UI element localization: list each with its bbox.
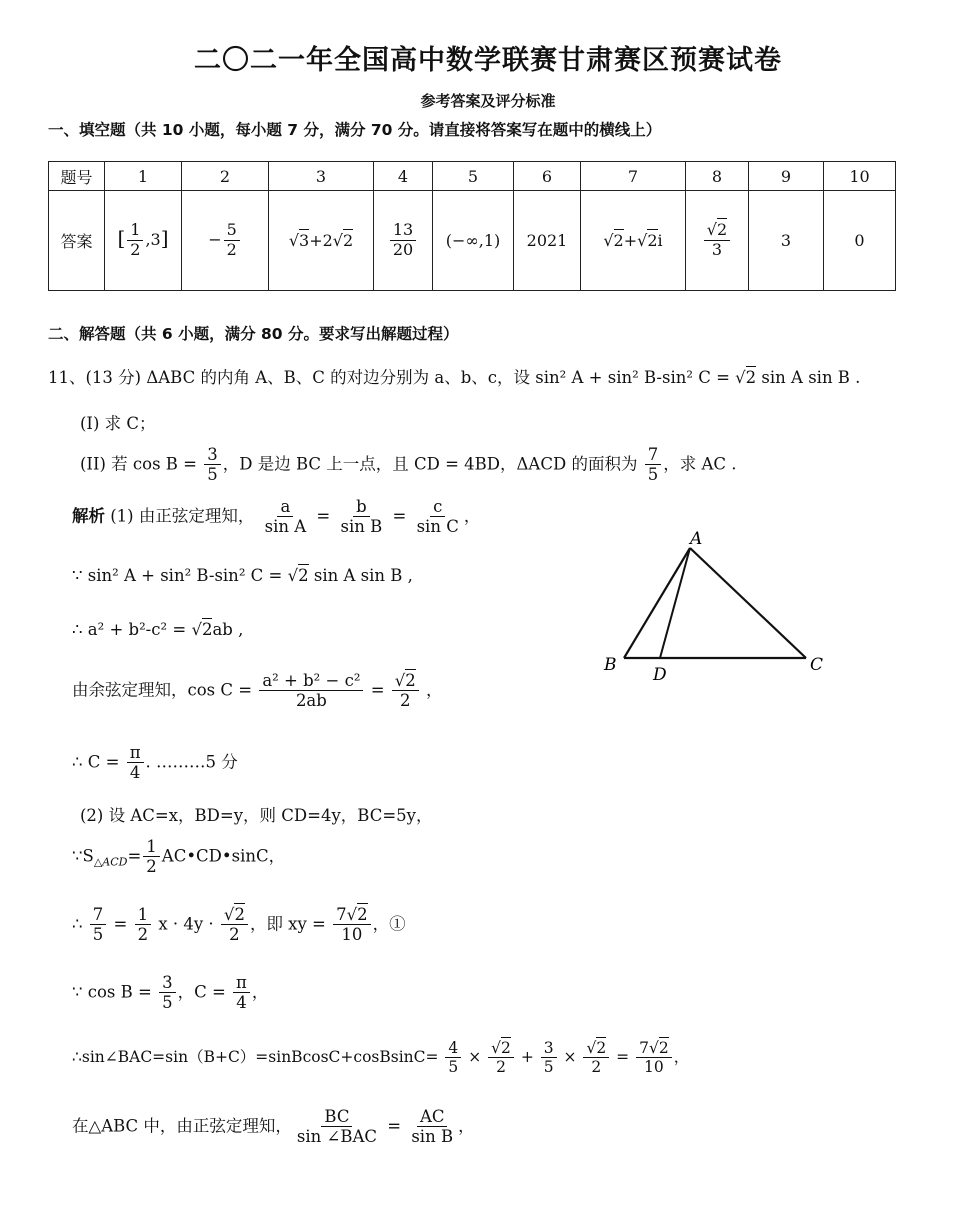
solution-text: = (611, 1047, 635, 1066)
bracket-open: [ (117, 226, 126, 250)
solution-text: (1) 由正弦定理知， (110, 506, 255, 526)
solution-line-7 (72, 838, 285, 876)
numerator: c (430, 498, 445, 517)
denominator: 2ab (295, 691, 327, 711)
answer-text: ,3 (145, 230, 161, 249)
solution-text: ， (673, 1047, 690, 1066)
numerator: 1 (127, 222, 143, 241)
denominator: 2 (591, 1058, 602, 1077)
denominator: 2 (130, 240, 141, 259)
table-cell (182, 191, 269, 291)
numerator: AC (417, 1108, 448, 1127)
q2-text: ，D 是边 BC 上一点，且 CD = 4BD，ΔACD 的面积为 (222, 454, 643, 474)
sqrt-icon: √ (735, 368, 746, 387)
problem-stem (48, 364, 860, 388)
denominator: 2 (496, 1058, 506, 1077)
fraction (338, 498, 386, 536)
fraction (392, 672, 419, 710)
denominator: sin C (416, 517, 459, 537)
solution-text: ，即 xy = (249, 914, 332, 934)
section1-heading: 一、填空题（共 10 小题，每小题 7 分，满分 70 分。请直接将答案写在题中的横线上） (48, 121, 662, 139)
sqrt-icon: √ (706, 220, 717, 240)
denominator: 2 (146, 857, 157, 877)
solution-text: + (515, 1047, 539, 1066)
sqrt-icon: √ (287, 566, 299, 585)
solution-text: × (463, 1047, 487, 1066)
denominator: 5 (162, 993, 173, 1013)
numerator (488, 1040, 514, 1058)
coefficient: 7 (336, 905, 347, 924)
fraction (445, 1040, 461, 1076)
fraction (90, 906, 107, 944)
solution-text: ∴ a² + b²-c² = (72, 620, 192, 639)
fraction (143, 838, 160, 876)
solution-line-5 (72, 744, 238, 782)
radicand: 2 (717, 220, 728, 240)
table-cell: 6 (514, 162, 581, 191)
numerator: BC (321, 1108, 352, 1127)
solution-text: ， (463, 506, 481, 526)
label-c: C (810, 655, 824, 675)
page-subtitle: 参考答案及评分标准 (420, 92, 556, 110)
solution-text: ∴sin∠BAC=sin（B+C）=sinBcosC+cosBsinC= (72, 1047, 444, 1066)
table-cell: 1 (105, 162, 182, 191)
numerator: a (277, 498, 293, 517)
fraction (488, 1040, 514, 1076)
denominator: sin A (264, 517, 307, 537)
radicand: 2 (658, 1039, 669, 1057)
solution-text: = (108, 914, 133, 934)
solution-text: ∵S (72, 846, 94, 866)
numerator: π (127, 744, 144, 763)
fraction (583, 1040, 609, 1076)
radicand: 2 (501, 1039, 511, 1057)
fraction (233, 974, 250, 1012)
denominator: sin B (411, 1127, 454, 1147)
fraction (262, 498, 310, 536)
denominator: 4 (129, 763, 141, 783)
table-cell (686, 191, 749, 291)
radicand: 2 (343, 231, 354, 250)
solution-line-11 (72, 1108, 475, 1146)
q2-text: (II) 若 cos B = (80, 454, 203, 474)
table-cell: 5 (433, 162, 514, 191)
solution-text: ab , (212, 620, 244, 639)
answer-text: + (623, 231, 638, 250)
answer-text: +2 (309, 231, 333, 250)
solution-text: . ………5 分 (145, 752, 238, 772)
denominator: 3 (711, 240, 723, 259)
solution-text: ∵ sin² A + sin² B-sin² C = (72, 566, 288, 585)
sqrt-icon: √ (648, 1039, 659, 1057)
table-cell: 答案 (49, 191, 105, 291)
table-cell: (−∞,1) (433, 191, 514, 291)
fraction (127, 222, 143, 259)
solution-text: × (558, 1047, 582, 1066)
solution-text: = (127, 846, 142, 866)
section2-heading: 二、解答题（共 6 小题，满分 80 分。要求写出解题过程） (48, 325, 459, 343)
fraction (390, 222, 416, 259)
solution-text: sin A sin B , (308, 566, 413, 585)
minus-sign: − (208, 230, 222, 249)
numerator: 1 (135, 906, 152, 925)
denominator: 5 (543, 1058, 554, 1077)
solution-line-1: 解析 (1) 由正弦定理知， $\frac{a}{\text{sin A}}$ = $\frac{b}{\text{sin B}}$ = $\frac{c}{\text{sin C}}$ ， (72, 497, 481, 537)
denominator: sin ∠BAC (296, 1127, 378, 1147)
table-cell: 10 (824, 162, 896, 191)
question-2 (80, 446, 736, 484)
sqrt-icon: √ (491, 1039, 502, 1057)
sqrt-icon: √ (637, 231, 648, 250)
table-cell: 3 (269, 162, 374, 191)
label-a: A (690, 529, 703, 549)
numerator (636, 1040, 672, 1058)
denominator: 20 (392, 240, 414, 259)
sqrt-icon: √ (223, 905, 235, 924)
radicand: 2 (596, 1039, 607, 1057)
solution-text: ∵ cos B = (72, 982, 158, 1002)
radicand: 2 (745, 368, 757, 387)
table-cell: 0 (824, 191, 896, 291)
numerator (583, 1040, 609, 1058)
numerator (704, 222, 730, 241)
solution-line-2 (72, 566, 413, 585)
denominator: 10 (644, 1058, 664, 1077)
solution-line-6: (2) 设 AC=x，BD=y，则 CD=4y，BC=5y， (80, 806, 433, 825)
numerator: 3 (541, 1040, 557, 1058)
fraction (135, 906, 152, 944)
denominator: 5 (647, 465, 659, 485)
fraction (127, 744, 144, 782)
denominator: 10 (341, 925, 363, 945)
solution-line-3 (72, 620, 243, 639)
fraction (294, 1108, 380, 1146)
solution-text: AC•CD•sinC， (161, 846, 286, 866)
fraction (636, 1040, 672, 1076)
table-cell: 7 (581, 162, 686, 191)
radicand: 2 (357, 905, 368, 924)
solution-line-9 (72, 974, 268, 1012)
question-1: (I) 求 C； (80, 414, 156, 433)
solution-text: ∴ C = (72, 752, 125, 772)
numerator: 4 (445, 1040, 461, 1058)
q2-text: ，求 AC . (663, 454, 737, 474)
table-row (49, 162, 896, 191)
numerator: a² + b² − c² (259, 672, 363, 691)
fraction (704, 222, 730, 259)
segment-ad (660, 548, 690, 658)
table-cell: 9 (749, 162, 824, 191)
denominator: 2 (226, 240, 237, 259)
solution-text: ， (420, 680, 443, 700)
radicand: 2 (298, 566, 309, 585)
denominator: 2 (229, 925, 240, 945)
bracket-close: ] (160, 226, 169, 250)
radicand: 2 (647, 231, 658, 250)
numerator (333, 906, 371, 925)
solution-line-4 (72, 672, 443, 710)
solution-text: ， (251, 982, 269, 1002)
label-d: D (653, 665, 667, 685)
table-cell (581, 191, 686, 291)
table-cell: 3 (749, 191, 824, 291)
sqrt-icon: √ (603, 231, 614, 250)
numerator: 7 (90, 906, 107, 925)
denominator: 2 (137, 925, 149, 945)
stem-text: sin A sin B . (756, 368, 861, 387)
subscript: △ACD (93, 855, 128, 869)
numerator: 1 (143, 838, 160, 857)
numerator: 5 (224, 222, 240, 241)
sqrt-icon: √ (346, 905, 358, 924)
solution-text: 由余弦定理知，cos C = (72, 680, 258, 700)
solution-text: 在△ABC 中，由正弦定理知， (72, 1116, 292, 1136)
sqrt-icon: √ (288, 231, 300, 250)
answer-table (48, 161, 896, 291)
fraction (541, 1040, 557, 1076)
solution-line-8 (72, 906, 406, 944)
solution-text: ， (458, 1116, 475, 1136)
solution-text: x · 4y · (153, 914, 219, 934)
radicand: 2 (234, 905, 245, 924)
label-b: B (604, 655, 617, 675)
sqrt-icon: √ (586, 1039, 597, 1057)
denominator: 2 (400, 691, 411, 711)
sqrt-icon: √ (394, 671, 406, 690)
numerator: π (233, 974, 250, 993)
solution-label: 解析 (72, 506, 105, 526)
side-ab (624, 548, 690, 658)
sqrt-icon: √ (191, 620, 202, 639)
radicand: 2 (405, 671, 416, 690)
denominator: 4 (236, 993, 247, 1013)
table-cell (269, 191, 374, 291)
solution-text: = (382, 1116, 407, 1136)
table-cell: 2 (182, 162, 269, 191)
fraction (333, 906, 371, 944)
numerator: b (353, 498, 370, 517)
table-cell: 4 (374, 162, 433, 191)
table-cell (374, 191, 433, 291)
fraction (414, 498, 462, 536)
answer-text: i (657, 231, 663, 250)
side-ac (690, 548, 806, 658)
table-cell (105, 191, 182, 291)
table-cell: 8 (686, 162, 749, 191)
solution-text: ，① (372, 914, 406, 934)
fraction (221, 906, 248, 944)
fraction (159, 974, 176, 1012)
numerator: 7 (645, 446, 662, 465)
fraction (224, 222, 240, 259)
stem-text: 11、(13 分) ΔABC 的内角 A、B、C 的对边分别为 a、b、c，设 sin² A + sin² B-sin² C = (48, 368, 736, 387)
table-cell: 题号 (49, 162, 105, 191)
fraction (645, 446, 662, 484)
solution-text: ∴ (72, 914, 88, 934)
page-title: 二〇二一年全国高中数学联赛甘肃赛区预赛试卷 (194, 45, 782, 76)
table-row (49, 191, 896, 291)
numerator (221, 906, 248, 925)
sqrt-icon: √ (332, 231, 343, 250)
solution-text: = (365, 680, 390, 700)
fraction (259, 672, 363, 710)
table-cell: 2021 (514, 191, 581, 291)
denominator: 5 (448, 1058, 459, 1077)
denominator: sin B (340, 517, 383, 537)
numerator (392, 672, 419, 691)
coefficient: 7 (639, 1039, 649, 1057)
solution-line-10 (72, 1040, 689, 1076)
denominator: 5 (207, 465, 218, 485)
denominator: 5 (92, 925, 104, 945)
radicand: 2 (613, 231, 624, 250)
numerator: 3 (159, 974, 176, 993)
numerator: 3 (204, 446, 221, 465)
solution-text: ，C = (177, 982, 232, 1002)
fraction (204, 446, 221, 484)
numerator: 13 (390, 222, 416, 241)
fraction (408, 1108, 456, 1146)
triangle-figure (596, 526, 836, 686)
radicand: 3 (299, 231, 310, 250)
radicand: 2 (201, 620, 213, 639)
